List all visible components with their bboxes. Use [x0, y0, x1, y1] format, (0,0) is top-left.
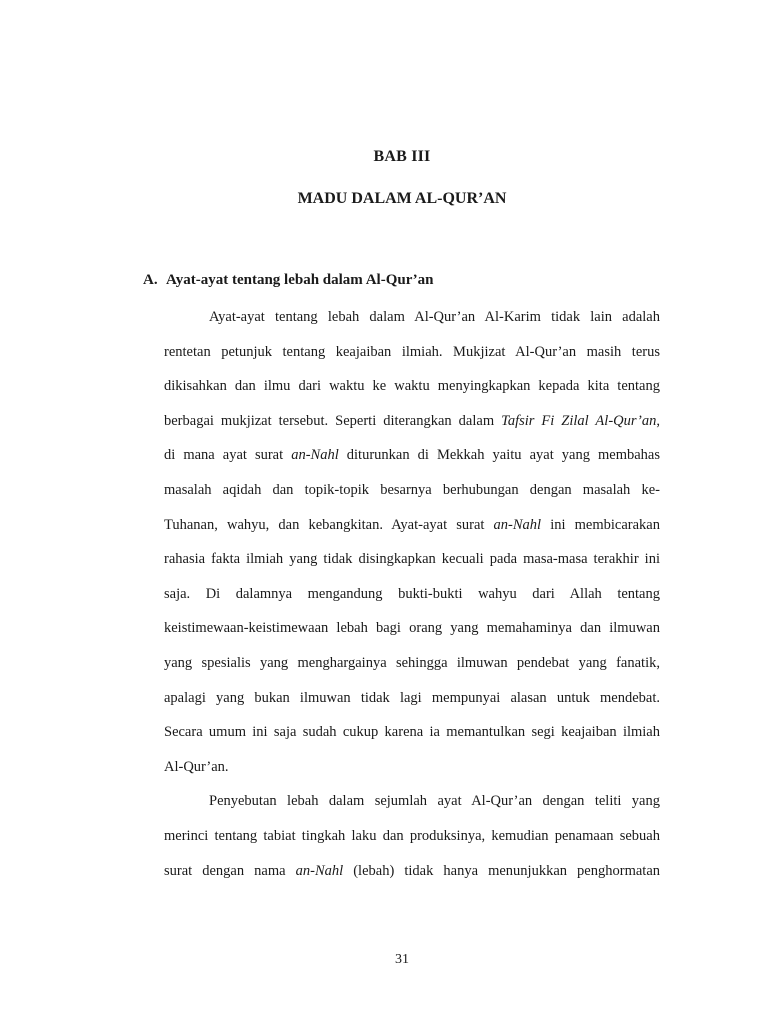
paragraph-line: dikisahkan dan ilmu dari waktu ke waktu menyingkapkan kepada kita tentang: [164, 378, 660, 395]
paragraph-line: rentetan petunjuk tentang keajaiban ilmiah. Mukjizat Al-Qur’an masih terus: [164, 343, 660, 360]
paragraph-line: Al-Qur’an.: [164, 758, 229, 775]
paragraph-line: masalah aqidah dan topik-topik besarnya berhubungan dengan masalah ke-: [164, 481, 660, 498]
section-title: Ayat-ayat tentang lebah dalam Al-Qur’an: [166, 272, 434, 288]
chapter-number: BAB III: [373, 148, 431, 165]
paragraph-line: keistimewaan-keistimewaan lebah bagi orang yang memahaminya dan ilmuwan: [164, 620, 660, 637]
italic-term: an-Nahl: [295, 862, 344, 879]
paragraph-line: saja. Di dalamnya mengandung bukti-bukti wahyu dari Allah tentang: [164, 585, 660, 602]
page-number: 31: [395, 952, 409, 967]
section-letter: A.: [143, 272, 158, 288]
paragraph-line: Secara umum ini saja sudah cukup karena ia memantulkan segi keajaiban ilmiah: [164, 724, 660, 741]
italic-term: an-Nahl: [493, 516, 542, 533]
section-heading: [143, 272, 434, 289]
italic-term: an-Nahl: [291, 447, 339, 464]
italic-term: Tafsir Fi Zilal Al-Qur’an: [501, 412, 657, 429]
chapter-title: MADU DALAM AL-QUR’AN: [297, 190, 507, 207]
paragraph-line: berbagai mukjizat tersebut. Seperti diterangkan dalam Tafsir Fi Zilal Al-Qur’an,: [164, 412, 660, 429]
body-text: [164, 305, 660, 893]
paragraph-line: rahasia fakta ilmiah yang tidak disingkapkan kecuali pada masa-masa terakhir ini: [164, 551, 660, 568]
paragraph-line: apalagi yang bukan ilmuwan tidak lagi mempunyai alasan untuk mendebat.: [164, 689, 660, 706]
paragraph-line: di mana ayat surat an-Nahl diturunkan di Mekkah yaitu ayat yang membahas: [164, 447, 661, 464]
paragraph-line: yang spesialis yang menghargainya sehingga ilmuwan pendebat yang fanatik,: [164, 654, 660, 671]
paragraph-line: Ayat-ayat tentang lebah dalam Al-Qur’an Al-Karim tidak lain adalah: [209, 309, 660, 325]
paragraph-line: Penyebutan lebah dalam sejumlah ayat Al-Qur’an dengan teliti yang: [209, 793, 660, 810]
paragraph-line: Tuhanan, wahyu, dan kebangkitan. Ayat-ayat surat an-Nahl ini membicarakan: [164, 516, 660, 533]
paragraph-line: merinci tentang tabiat tingkah laku dan produksinya, kemudian penamaan sebuah: [164, 827, 660, 844]
paragraph-line: surat dengan nama an-Nahl (lebah) tidak hanya menunjukkan penghormatan: [164, 862, 660, 879]
